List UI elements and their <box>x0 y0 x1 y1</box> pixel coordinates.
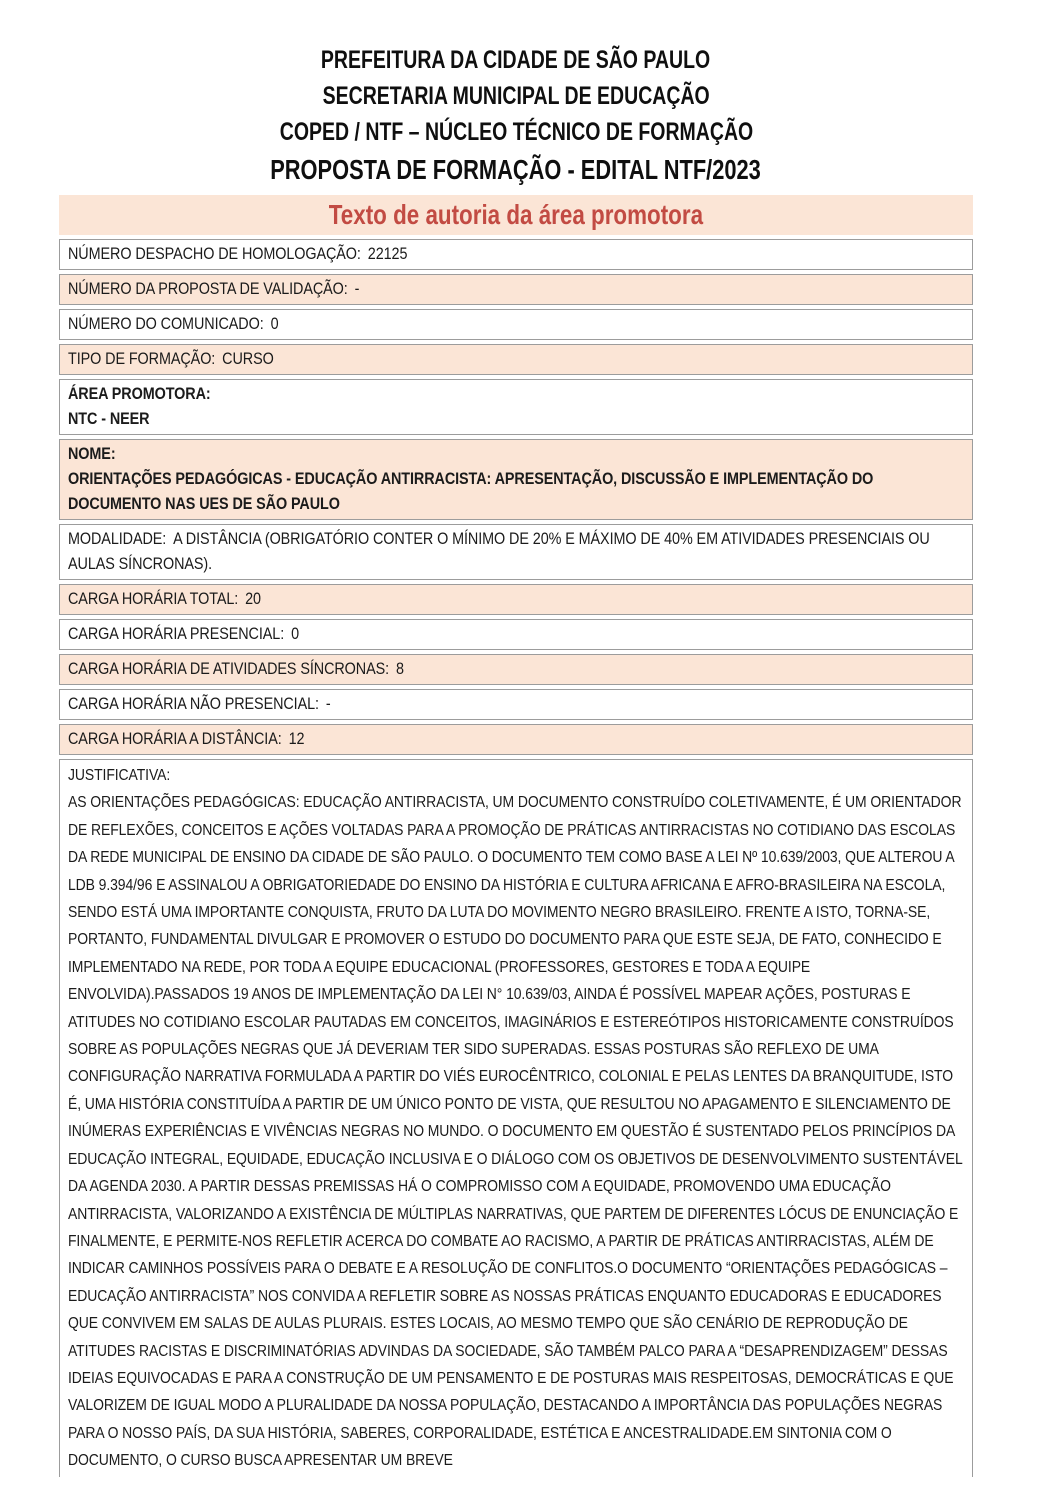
proposal-document <box>59 0 973 1477</box>
header-line-coped-ntf-text: COPED / NTF – NÚCLEO TÉCNICO DE FORMAÇÃO <box>279 118 753 146</box>
field-row-area-promotora <box>59 379 973 435</box>
authorship-banner-text: Texto de autoria da área promotora <box>328 199 704 230</box>
field-value: - <box>354 280 360 298</box>
header-line-secretaria-text: SECRETARIA MUNICIPAL DE EDUCAÇÃO <box>322 82 710 110</box>
header-line-proposta-titulo-text: PROPOSTA DE FORMAÇÃO - EDITAL NTF/2023 <box>270 154 762 185</box>
field-value: 22125 <box>367 245 408 263</box>
field-row-numero-comunicado <box>59 309 973 340</box>
field-label: NÚMERO DESPACHO DE HOMOLOGAÇÃO: <box>68 245 361 263</box>
field-value: 20 <box>245 590 261 608</box>
field-value: 12 <box>288 730 305 748</box>
field-row-numero-despacho <box>59 239 973 270</box>
authorship-banner <box>59 195 973 235</box>
field-label: NÚMERO DA PROPOSTA DE VALIDAÇÃO: <box>68 280 348 298</box>
field-row-carga-horaria-distancia <box>59 724 973 755</box>
field-row-modalidade <box>59 524 973 580</box>
document-header <box>59 44 973 193</box>
field-value: AS ORIENTAÇÕES PEDAGÓGICAS: EDUCAÇÃO ANTIRRACISTA, UM DOCUMENTO CONSTRUÍDO COLETIVAMENTE, É UM ORIENTADOR DE REFLEXÕES, CONCEITOS E AÇÕES VOLTADAS PARA A PROMOÇÃO DE PRÁTICAS ANTIRRACISTAS NO COTIDIANO DAS ESCOLAS DA REDE MUNICIPAL DE ENSINO DA CIDADE DE SÃO PAULO. O DOCUMENTO TEM COMO BASE A LEI Nº 10.639/2003, QUE ALTEROU A LDB 9.394/96 E ASSINALOU A OBRIGATORIEDADE DO ENSINO DA HISTÓRIA E CULTURA AFRICANA E AFRO-BRASILEIRA NA ESCOLA, SENDO ESTÁ UMA IMPORTANTE CONQUISTA, FRUTO DA LUTA DO MOVIMENTO NEGRO BRASILEIRO. FRENTE A ISTO, TORNA-SE, PORTANTO, FUNDAMENTAL DIVULGAR E PROMOVER O ESTUDO DO DOCUMENTO PARA QUE ESTE SEJA, DE FATO, CONHECIDO E IMPLEMENTADO NA REDE, POR TODA A EQUIPE EDUCACIONAL (PROFESSORES, GESTORES E TODA A EQUIPE ENVOLVIDA).PASSADOS 19 ANOS DE IMPLEMENTAÇÃO DA LEI N° 10.639/03, AINDA É POSSÍVEL MAPEAR AÇÕES, POSTURAS E ATITUDES NO COTIDIANO ESCOLAR PAUTADAS EM CONCEITOS, IMAGINÁRIOS E ESTEREÓTIPOS HISTORICAMENTE CONSTRUÍDOS SOBRE AS POPULAÇÕES NEGRAS QUE JÁ DEVERIAM TER SIDO SUPERADAS. ESSAS POSTURAS SÃO REFLEXO DE UMA CONFIGURAÇÃO NARRATIVA FORMULADA A PARTIR DO VIÉS EUROCÊNTRICO, COLONIAL E PELAS LENTES DA BRANQUITUDE, ISTO É, UMA HISTÓRIA CONSTITUÍDA A PARTIR DE UM ÚNICO PONTO DE VISTA, QUE RESULTOU NO APAGAMENTO E SILENCIAMENTO DE INÚMERAS EXPERIÊNCIAS E VIVÊNCIAS NEGRAS NO MUNDO. O DOCUMENTO EM QUESTÃO É SUSTENTADO PELOS PRINCÍPIOS DA EDUCAÇÃO INTEGRAL, EQUIDADE, EDUCAÇÃO INCLUSIVA E O DIÁLOGO COM OS OBJETIVOS DE DESENVOLVIMENTO SUSTENTÁVEL DA AGENDA 2030. A PARTIR DESSAS PREMISSAS HÁ O COMPROMISSO COM A EQUIDADE, PROMOVENDO UMA EDUCAÇÃO ANTIRRACISTA, VALORIZANDO A EXISTÊNCIA DE MÚLTIPLAS NARRATIVAS, QUE PARTEM DE DIFERENTES LÓCUS DE ENUNCIAÇÃO E FINALMENTE, E PERMITE-NOS REFLETIR ACERCA DO COMBATE AO RACISMO, A PARTIR DE PRÁTICAS ANTIRRACISTAS, ALÉM DE INDICAR CAMINHOS POSSÍVEIS PARA O DEBATE E A RESOLUÇÃO DE CONFLITOS.O DOCUMENTO “ORIENTAÇÕES PEDAGÓGICAS – EDUCAÇÃO ANTIRRACISTA” NOS CONVIDA A REFLETIR SOBRE AS NOSSAS PRÁTICAS ENQUANTO EDUCADORAS E EDUCADORES QUE CONVIVEM EM SALAS DE AULAS PLURAIS. ESTES LOCAIS, AO MESMO TEMPO QUE SÃO CENÁRIO DE REPRODUÇÃO DE ATITUDES RACISTAS E DISCRIMINATÓRIAS ADVINDAS DA SOCIEDADE, SÃO TAMBÉM PALCO PARA A “DESAPRENDIZAGEM” DESSAS IDEIAS EQUIVOCADAS E PARA A CONSTRUÇÃO DE UM PENSAMENTO E DE POSTURAS MAIS RESPEITOSAS, DEMOCRÁTICAS E QUE VALORIZEM DE IGUAL MODO A PLURALIDADE DA NOSSA POPULAÇÃO, DESTACANDO A IMPORTÂNCIA DAS POPULAÇÕES NEGRAS PARA O NOSSO PAÍS, DA SUA HISTÓRIA, SABERES, CORPORALIDADE, ESTÉTICA E ANCESTRALIDADE.EM SINTONIA COM O DOCUMENTO, O CURSO BUSCA APRESENTAR UM BREVE <box>68 794 963 1470</box>
field-value: A DISTÂNCIA (OBRIGATÓRIO CONTER O MÍNIMO DE 20% E MÁXIMO DE 40% EM ATIVIDADES PRESENCIAIS OU AULAS SÍNCRONAS). <box>68 530 930 573</box>
field-label: TIPO DE FORMAÇÃO: <box>68 350 216 368</box>
field-value: 8 <box>396 660 404 678</box>
field-value: ORIENTAÇÕES PEDAGÓGICAS - EDUCAÇÃO ANTIRRACISTA: APRESENTAÇÃO, DISCUSSÃO E IMPLEMENTAÇÃO DO DOCUMENTO NAS UES DE SÃO PAULO <box>68 470 874 513</box>
field-value: 0 <box>291 625 299 643</box>
field-label: CARGA HORÁRIA A DISTÂNCIA: <box>68 730 282 748</box>
field-label: MODALIDADE: <box>68 530 167 548</box>
field-label: NÚMERO DO COMUNICADO: <box>68 315 264 333</box>
header-line-prefeitura-text: PREFEITURA DA CIDADE DE SÃO PAULO <box>321 46 711 74</box>
field-row-carga-horaria-nao-presencial <box>59 689 973 720</box>
field-label: CARGA HORÁRIA NÃO PRESENCIAL: <box>68 695 319 713</box>
header-line-secretaria <box>59 80 973 116</box>
header-line-proposta-titulo <box>59 152 973 193</box>
field-value: - <box>325 695 331 713</box>
field-label: CARGA HORÁRIA PRESENCIAL: <box>68 625 285 643</box>
field-label: CARGA HORÁRIA DE ATIVIDADES SÍNCRONAS: <box>68 660 390 678</box>
field-label: JUSTIFICATIVA: <box>68 767 171 784</box>
field-row-carga-horaria-presencial <box>59 619 973 650</box>
field-value: CURSO <box>222 350 274 368</box>
field-label: CARGA HORÁRIA TOTAL: <box>68 590 239 608</box>
field-row-tipo-formacao <box>59 344 973 375</box>
header-line-prefeitura <box>59 44 973 80</box>
field-row-nome <box>59 439 973 520</box>
field-row-justificativa <box>59 759 973 1477</box>
field-label: ÁREA PROMOTORA: <box>68 385 211 403</box>
field-value: 0 <box>270 315 279 333</box>
header-line-coped-ntf <box>59 116 973 152</box>
field-row-carga-horaria-sincronas <box>59 654 973 685</box>
field-row-numero-proposta-validacao <box>59 274 973 305</box>
field-row-carga-horaria-total <box>59 584 973 615</box>
field-value: NTC - NEER <box>68 410 150 428</box>
field-label: NOME: <box>68 445 116 463</box>
